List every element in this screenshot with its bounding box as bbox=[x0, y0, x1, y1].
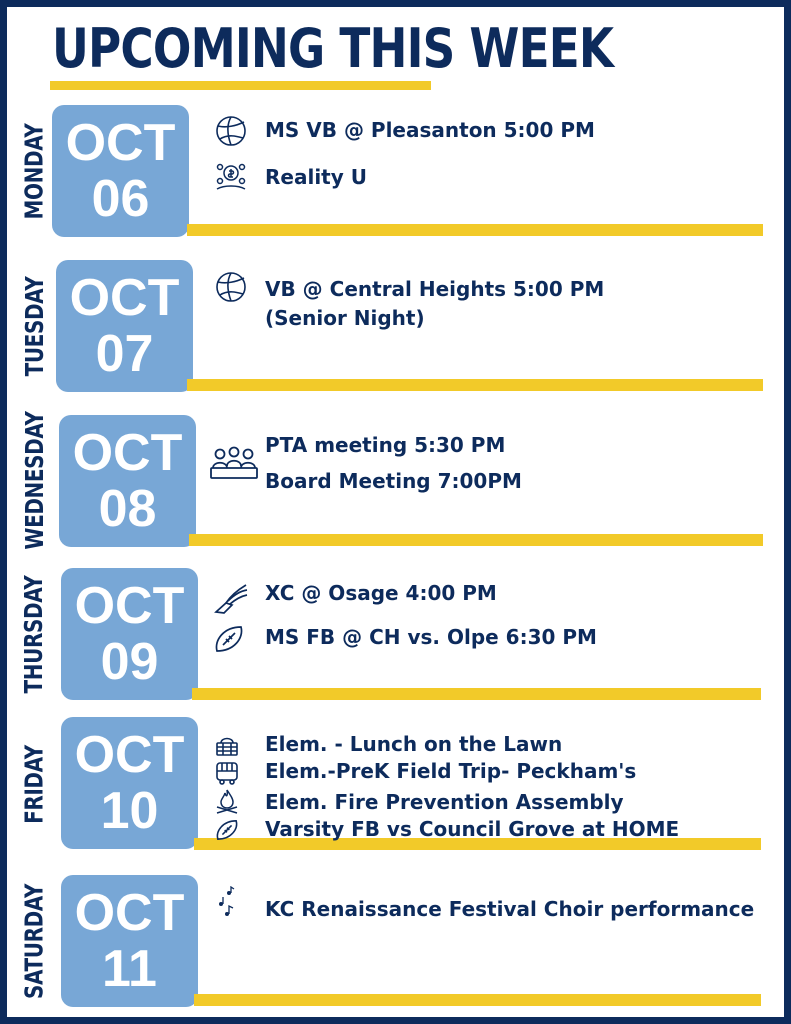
date-day: 09 bbox=[100, 633, 159, 691]
day-tuesday bbox=[7, 259, 784, 394]
event-item: Board Meeting 7:00PM bbox=[265, 469, 522, 493]
event-item: Elem. Fire Prevention Assembly bbox=[265, 790, 624, 814]
bus-icon bbox=[214, 760, 240, 786]
event-item: Elem. - Lunch on the Lawn bbox=[265, 732, 563, 756]
day-label: SATURDAY bbox=[19, 883, 49, 1000]
music-notes-icon bbox=[213, 886, 239, 920]
football-icon bbox=[212, 622, 246, 656]
date-box bbox=[61, 717, 198, 849]
date-box bbox=[56, 260, 193, 392]
schedule-page bbox=[7, 7, 784, 1017]
event-item: Elem.-PreK Field Trip- Peckham's bbox=[265, 759, 637, 783]
event-item: KC Renaissance Festival Choir performance bbox=[265, 897, 755, 921]
date-box bbox=[61, 875, 198, 1007]
page-title: UPCOMING THIS WEEK bbox=[52, 17, 614, 80]
date-month: OCT bbox=[65, 114, 176, 172]
day-label: TUESDAY bbox=[19, 276, 49, 377]
date-day: 10 bbox=[100, 782, 159, 840]
date-day: 08 bbox=[98, 480, 157, 538]
day-label: MONDAY bbox=[19, 123, 49, 220]
date-month: OCT bbox=[74, 884, 185, 942]
date-box bbox=[59, 415, 196, 547]
date-month: OCT bbox=[69, 269, 180, 327]
date-month: OCT bbox=[74, 726, 185, 784]
day-saturday bbox=[7, 874, 784, 1009]
money-network-icon bbox=[214, 159, 248, 193]
campfire-icon bbox=[214, 787, 240, 815]
event-item: Reality U bbox=[265, 165, 367, 189]
football-icon bbox=[214, 817, 240, 843]
meeting-icon bbox=[209, 444, 259, 484]
event-item: Varsity FB vs Council Grove at HOME bbox=[265, 817, 680, 841]
date-month: OCT bbox=[74, 577, 185, 635]
day-label: WEDNESDAY bbox=[19, 411, 49, 550]
day-divider bbox=[187, 379, 763, 391]
winged-shoe-icon bbox=[212, 579, 250, 617]
day-wednesday bbox=[7, 413, 784, 548]
event-item: XC @ Osage 4:00 PM bbox=[265, 581, 497, 605]
event-item: PTA meeting 5:30 PM bbox=[265, 433, 506, 457]
day-monday bbox=[7, 104, 784, 239]
date-box bbox=[52, 105, 189, 237]
date-month: OCT bbox=[72, 424, 183, 482]
day-divider bbox=[194, 994, 761, 1006]
volleyball-icon bbox=[214, 114, 248, 148]
date-day: 11 bbox=[102, 940, 157, 998]
day-divider bbox=[192, 688, 761, 700]
date-box bbox=[61, 568, 198, 700]
event-item: VB @ Central Heights 5:00 PM bbox=[265, 277, 605, 301]
day-divider bbox=[187, 224, 763, 236]
day-thursday bbox=[7, 567, 784, 702]
picnic-basket-icon bbox=[214, 733, 240, 759]
volleyball-icon bbox=[214, 270, 248, 304]
event-item: (Senior Night) bbox=[265, 306, 425, 330]
date-day: 06 bbox=[91, 170, 150, 228]
event-item: MS VB @ Pleasanton 5:00 PM bbox=[265, 118, 595, 142]
day-label: FRIDAY bbox=[19, 745, 49, 824]
event-item: MS FB @ CH vs. Olpe 6:30 PM bbox=[265, 625, 597, 649]
day-label: THURSDAY bbox=[19, 575, 49, 694]
date-day: 07 bbox=[95, 325, 154, 383]
day-friday bbox=[7, 717, 784, 852]
title-underline bbox=[50, 81, 431, 90]
day-divider bbox=[189, 534, 763, 546]
